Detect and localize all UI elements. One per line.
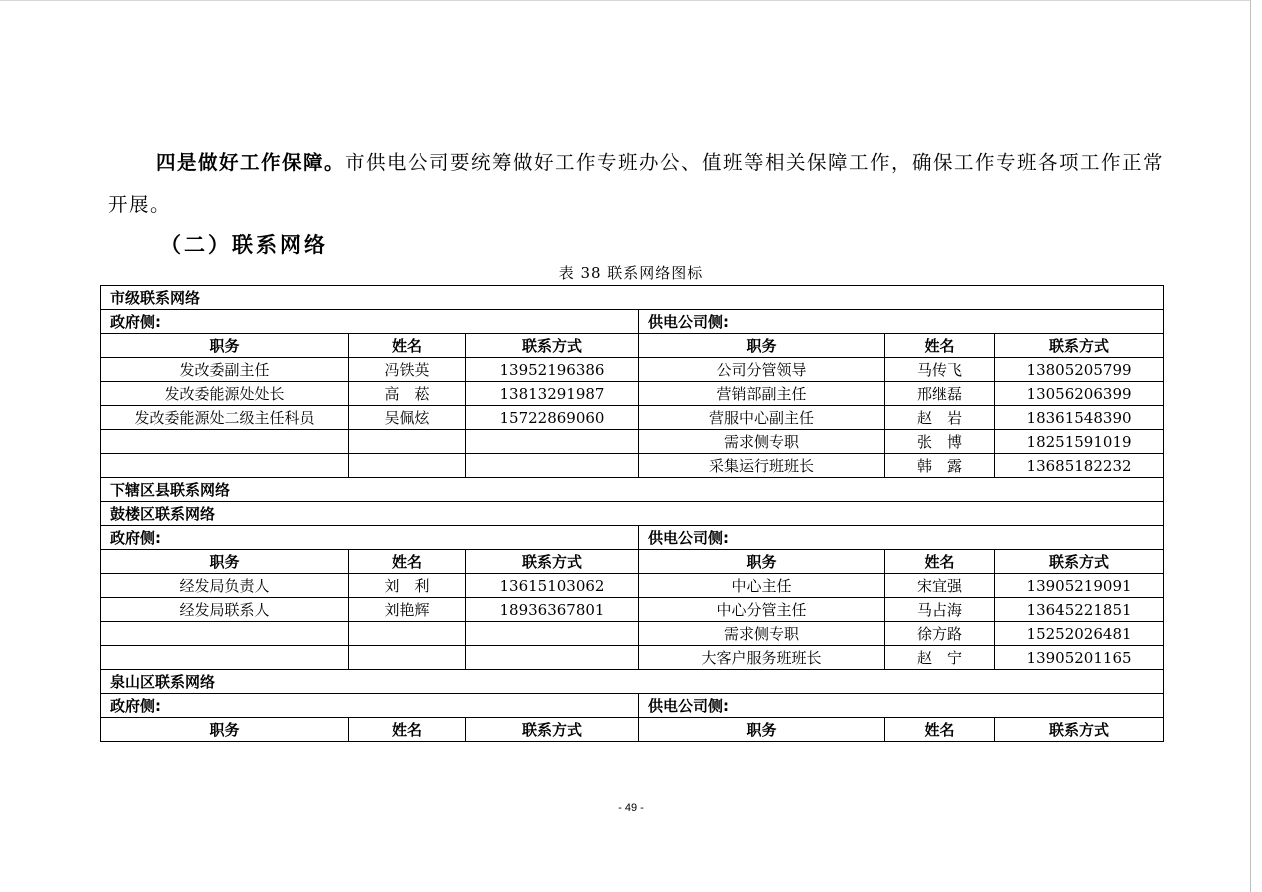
gov-contact-cell: 15722869060 bbox=[466, 406, 639, 430]
grid-name-cell: 马占海 bbox=[885, 598, 995, 622]
gov-contact-cell bbox=[466, 454, 639, 478]
gov-position-cell bbox=[101, 622, 349, 646]
paragraph-text: 市供电公司要统筹做好工作专班办公、值班等相关保障工作，确保工作专班各项工作正常开展。 bbox=[108, 151, 1165, 216]
power-company-side-label: 供电公司侧: bbox=[639, 694, 1164, 718]
gov-position-cell bbox=[101, 646, 349, 670]
gov-name-cell bbox=[349, 454, 466, 478]
table-row bbox=[101, 406, 1164, 430]
grid-contact-cell: 13905201165 bbox=[995, 646, 1164, 670]
gov-name-cell bbox=[349, 430, 466, 454]
column-header-name: 姓名 bbox=[885, 718, 995, 742]
gov-contact-cell: 13813291987 bbox=[466, 382, 639, 406]
gov-name-cell bbox=[349, 646, 466, 670]
grid-position-cell: 营服中心副主任 bbox=[639, 406, 885, 430]
grid-position-cell: 中心主任 bbox=[639, 574, 885, 598]
grid-name-cell: 张 博 bbox=[885, 430, 995, 454]
gov-position-cell: 发改委能源处处长 bbox=[101, 382, 349, 406]
grid-contact-cell: 18251591019 bbox=[995, 430, 1164, 454]
table-row bbox=[101, 382, 1164, 406]
city-network-title-row bbox=[101, 286, 1164, 310]
grid-name-cell: 宋宜强 bbox=[885, 574, 995, 598]
column-header-position: 职务 bbox=[639, 334, 885, 358]
table-caption: 表 38 联系网络图标 bbox=[558, 264, 704, 282]
column-header-contact: 联系方式 bbox=[466, 718, 639, 742]
power-company-side-label: 供电公司侧: bbox=[639, 310, 1164, 334]
gov-name-cell: 高 菘 bbox=[349, 382, 466, 406]
gov-contact-cell bbox=[466, 430, 639, 454]
column-header-contact: 联系方式 bbox=[995, 718, 1164, 742]
column-header-contact: 联系方式 bbox=[995, 550, 1164, 574]
grid-position-cell: 需求侧专职 bbox=[639, 622, 885, 646]
column-header-position: 职务 bbox=[101, 334, 349, 358]
grid-contact-cell: 13056206399 bbox=[995, 382, 1164, 406]
side-label-row bbox=[101, 310, 1164, 334]
grid-name-cell: 徐方路 bbox=[885, 622, 995, 646]
grid-contact-cell: 18361548390 bbox=[995, 406, 1164, 430]
grid-name-cell: 韩 露 bbox=[885, 454, 995, 478]
gov-name-cell: 刘艳辉 bbox=[349, 598, 466, 622]
contact-network-table-body bbox=[101, 286, 1164, 742]
body-paragraph bbox=[108, 142, 1168, 226]
table-row bbox=[101, 454, 1164, 478]
gov-contact-cell: 13615103062 bbox=[466, 574, 639, 598]
grid-position-cell: 需求侧专职 bbox=[639, 430, 885, 454]
table-row bbox=[101, 646, 1164, 670]
page-number: - 49 - bbox=[618, 802, 644, 814]
grid-contact-cell: 15252026481 bbox=[995, 622, 1164, 646]
grid-name-cell: 赵 岩 bbox=[885, 406, 995, 430]
gov-name-cell: 冯铁英 bbox=[349, 358, 466, 382]
grid-position-cell: 公司分管领导 bbox=[639, 358, 885, 382]
grid-contact-cell: 13905219091 bbox=[995, 574, 1164, 598]
government-side-label: 政府侧: bbox=[101, 526, 639, 550]
table-header-row bbox=[101, 718, 1164, 742]
gov-contact-cell: 13952196386 bbox=[466, 358, 639, 382]
column-header-position: 职务 bbox=[101, 718, 349, 742]
grid-name-cell: 赵 宁 bbox=[885, 646, 995, 670]
contact-network-table bbox=[100, 285, 1164, 742]
county-network-title: 下辖区县联系网络 bbox=[101, 478, 1164, 502]
quanshan-network-title: 泉山区联系网络 bbox=[101, 670, 1164, 694]
table-row bbox=[101, 622, 1164, 646]
section-heading: （二）联系网络 bbox=[160, 233, 328, 257]
page-top-edge bbox=[0, 0, 1250, 1]
grid-position-cell: 营销部副主任 bbox=[639, 382, 885, 406]
gov-contact-cell bbox=[466, 646, 639, 670]
gov-position-cell: 经发局联系人 bbox=[101, 598, 349, 622]
column-header-contact: 联系方式 bbox=[466, 334, 639, 358]
gov-name-cell bbox=[349, 622, 466, 646]
table-row bbox=[101, 358, 1164, 382]
power-company-side-label: 供电公司侧: bbox=[639, 526, 1164, 550]
page-right-edge bbox=[1250, 0, 1251, 892]
table-row bbox=[101, 574, 1164, 598]
gov-position-cell: 经发局负责人 bbox=[101, 574, 349, 598]
gov-contact-cell: 18936367801 bbox=[466, 598, 639, 622]
table-row bbox=[101, 598, 1164, 622]
gulou-network-title-row bbox=[101, 502, 1164, 526]
gov-position-cell: 发改委能源处二级主任科员 bbox=[101, 406, 349, 430]
gov-position-cell: 发改委副主任 bbox=[101, 358, 349, 382]
column-header-position: 职务 bbox=[101, 550, 349, 574]
column-header-contact: 联系方式 bbox=[995, 334, 1164, 358]
grid-position-cell: 中心分管主任 bbox=[639, 598, 885, 622]
gulou-network-title: 鼓楼区联系网络 bbox=[101, 502, 1164, 526]
column-header-position: 职务 bbox=[639, 718, 885, 742]
side-label-row bbox=[101, 694, 1164, 718]
table-row bbox=[101, 430, 1164, 454]
grid-position-cell: 大客户服务班班长 bbox=[639, 646, 885, 670]
quanshan-network-title-row bbox=[101, 670, 1164, 694]
table-header-row bbox=[101, 334, 1164, 358]
grid-contact-cell: 13805205799 bbox=[995, 358, 1164, 382]
government-side-label: 政府侧: bbox=[101, 694, 639, 718]
paragraph-lead: 四是做好工作保障。 bbox=[156, 151, 346, 174]
grid-contact-cell: 13685182232 bbox=[995, 454, 1164, 478]
gov-name-cell: 吴佩炫 bbox=[349, 406, 466, 430]
grid-name-cell: 邢继磊 bbox=[885, 382, 995, 406]
column-header-contact: 联系方式 bbox=[466, 550, 639, 574]
gov-contact-cell bbox=[466, 622, 639, 646]
column-header-name: 姓名 bbox=[885, 334, 995, 358]
column-header-position: 职务 bbox=[639, 550, 885, 574]
gov-position-cell bbox=[101, 430, 349, 454]
county-network-title-row bbox=[101, 478, 1164, 502]
column-header-name: 姓名 bbox=[349, 718, 466, 742]
column-header-name: 姓名 bbox=[349, 550, 466, 574]
gov-name-cell: 刘 利 bbox=[349, 574, 466, 598]
column-header-name: 姓名 bbox=[885, 550, 995, 574]
gov-position-cell bbox=[101, 454, 349, 478]
grid-contact-cell: 13645221851 bbox=[995, 598, 1164, 622]
column-header-name: 姓名 bbox=[349, 334, 466, 358]
side-label-row bbox=[101, 526, 1164, 550]
government-side-label: 政府侧: bbox=[101, 310, 639, 334]
city-network-title: 市级联系网络 bbox=[101, 286, 1164, 310]
grid-position-cell: 采集运行班班长 bbox=[639, 454, 885, 478]
grid-name-cell: 马传飞 bbox=[885, 358, 995, 382]
table-header-row bbox=[101, 550, 1164, 574]
